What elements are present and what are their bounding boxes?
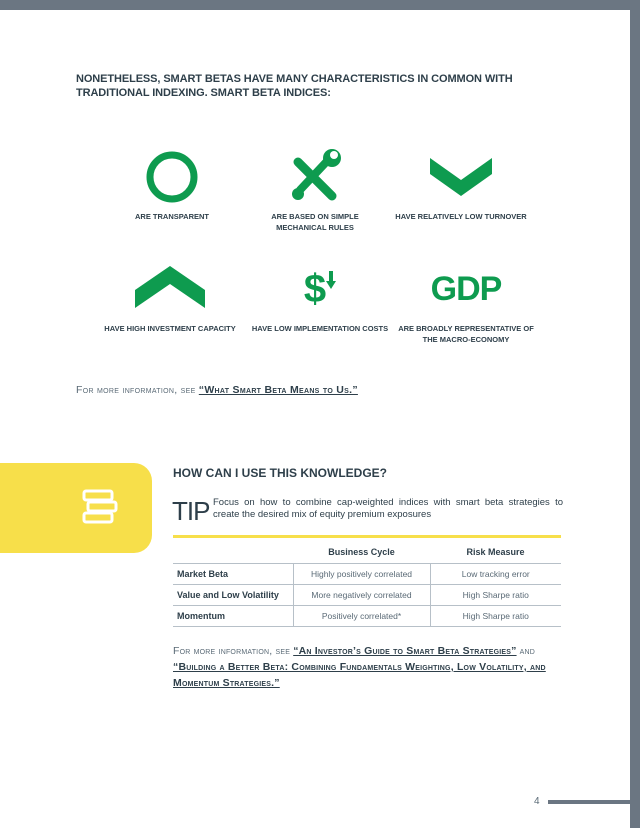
tip-text: Focus on how to combine cap-weighted indices with smart beta strategies to create the desired mix of equity premium exposures (213, 497, 563, 520)
feature-caption: ARE TRANSPARENT (134, 212, 210, 221)
table-top-rule (173, 535, 561, 538)
table-header-row (173, 541, 561, 564)
chevron-up-icon (135, 258, 205, 320)
feature-investment-capacity (100, 258, 240, 335)
dollar-down-icon (250, 258, 390, 320)
feature-low-turnover (391, 146, 531, 223)
dollar-sign: $ (303, 266, 327, 311)
feature-transparent (102, 146, 242, 223)
right-edge-strip (630, 10, 640, 828)
row-label: Value and Low Volatility (173, 585, 293, 606)
feature-caption: HAVE LOW IMPLEMENTATION COSTS (251, 324, 389, 333)
table-cell: More negatively correlated (293, 585, 430, 606)
table-cell: Low tracking error (430, 564, 561, 585)
chevron-down-icon (430, 146, 492, 208)
feature-caption: ARE BROADLY REPRESENTATIVE OF THE MACRO-ECONOMY (398, 324, 534, 344)
row-label: Market Beta (173, 564, 293, 585)
table-row (173, 585, 561, 606)
table-cell: Positively correlated* (293, 606, 430, 627)
more-info-and: and (516, 645, 536, 657)
section-title: HOW CAN I USE THIS KNOWLEDGE? (173, 466, 387, 480)
arrow-down-icon (326, 271, 336, 293)
more-info-line (76, 384, 358, 396)
table-cell: Highly positively correlated (293, 564, 430, 585)
tools-icon (284, 146, 346, 208)
table-cell: High Sharpe ratio (430, 606, 561, 627)
table-row (173, 564, 561, 585)
books-icon (80, 487, 120, 527)
page-number: 4 (534, 796, 540, 807)
table-header-cell: Risk Measure (466, 547, 525, 557)
smart-beta-means-link[interactable]: “What Smart Beta Means to Us.” (198, 384, 358, 396)
feature-mechanical-rules (245, 146, 385, 233)
more-info-prefix: For more information, see (173, 645, 294, 657)
characteristics-table (173, 541, 561, 627)
investors-guide-link[interactable]: “An Investor’s Guide to Smart Beta Strategies” (293, 645, 517, 657)
page-number-bar (548, 800, 630, 804)
feature-caption: ARE BASED ON SIMPLE MECHANICAL RULES (271, 212, 359, 232)
table-cell: High Sharpe ratio (430, 585, 561, 606)
tip-label: TIP (172, 496, 210, 526)
row-label: Momentum (173, 606, 293, 627)
yellow-side-tab (0, 463, 152, 553)
page-heading: NONETHELESS, SMART BETAS HAVE MANY CHARACTERISTICS IN COMMON WITH TRADITIONAL INDEXING. SMART BETA INDICES: (76, 73, 513, 99)
feature-macro-economy (396, 258, 536, 345)
feature-implementation-costs (250, 258, 390, 335)
gdp-icon: GDP (430, 269, 502, 308)
circle-icon (141, 146, 203, 208)
feature-caption: HAVE RELATIVELY LOW TURNOVER (395, 212, 527, 221)
more-info-line-2 (173, 643, 573, 691)
table-row (173, 606, 561, 627)
table-header-cell (173, 541, 293, 564)
top-bar (0, 0, 640, 10)
more-info-prefix: For more information, see (76, 384, 199, 396)
building-better-beta-link[interactable]: “Building a Better Beta: Combining Fundamentals Weighting, Low Volatility, and Momentum Strategies.” (173, 661, 546, 689)
feature-caption: HAVE HIGH INVESTMENT CAPACITY (104, 324, 236, 333)
table-header-cell: Business Cycle (328, 547, 395, 557)
